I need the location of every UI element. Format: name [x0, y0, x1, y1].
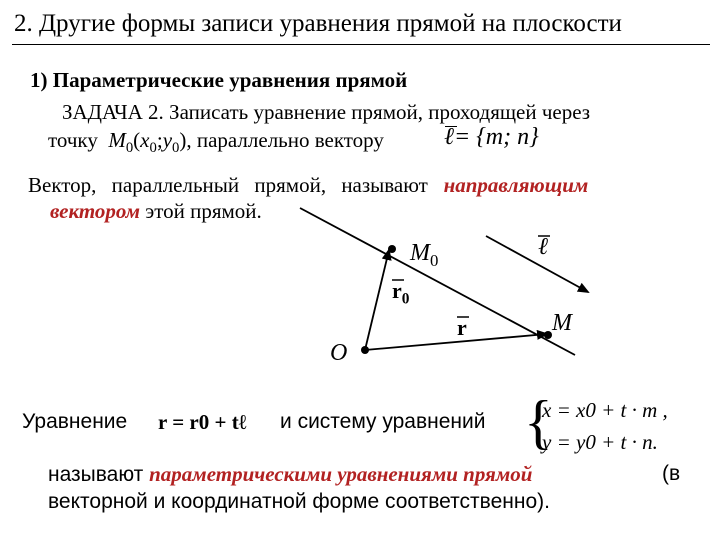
system-eq-y: y = y0 + t · n. [542, 430, 658, 454]
origin-point [361, 346, 369, 354]
label-r: r [457, 315, 467, 340]
vector-l: ℓ [444, 124, 454, 150]
system-brace: { [524, 389, 553, 455]
conclusion-line-2: векторной и координатной форме соответственно). [48, 490, 550, 513]
radius-vector-r [365, 334, 547, 350]
point-sub: 0 [125, 140, 134, 157]
system-eq-x: x = x0 + t · m , [542, 398, 668, 422]
point-name: M [108, 128, 126, 152]
conclusion-term: параметрическими уравнениями прямой [149, 462, 533, 486]
task-coords: $(x_0;y_0)$, параллельно вектору [133, 128, 384, 157]
definition-suffix: этой прямой. [145, 199, 262, 223]
point-M [544, 331, 552, 339]
vector-value: = {m; n} [454, 124, 539, 150]
radius-vector-r0 [365, 250, 389, 350]
label-M: M [552, 310, 572, 336]
definition-prefix: Вектор, параллельный прямой, называют [28, 173, 428, 197]
conclusion-line-1 [48, 462, 532, 487]
label-l: ℓ [538, 234, 548, 260]
conclusion-suffix: (в [662, 462, 681, 485]
label-O: O [330, 340, 348, 366]
task-prefix: точку [48, 128, 98, 152]
direction-vector-arrow [486, 236, 588, 292]
vector-equation: r = r0 + tℓ [158, 410, 247, 434]
section-heading: 1) Параметрические уравнения прямой [30, 68, 408, 92]
point-M0 [388, 245, 396, 253]
equation-label: Уравнение [22, 410, 128, 433]
line-through-M0-M [300, 208, 575, 355]
slide-title: 2. Другие формы записи уравнения прямой на плоскости [14, 10, 622, 37]
conclusion-prefix: называют [48, 463, 144, 486]
task-line-1: ЗАДАЧА 2. Записать уравнение прямой, проходящей через [62, 100, 591, 124]
label-M0: $M_0$ [410, 240, 439, 270]
system-label: и систему уравнений [280, 410, 486, 433]
definition-term-2: вектором [50, 199, 140, 223]
definition-term-1: направляющим [443, 173, 589, 197]
label-r0: $r_0$ [392, 278, 410, 308]
